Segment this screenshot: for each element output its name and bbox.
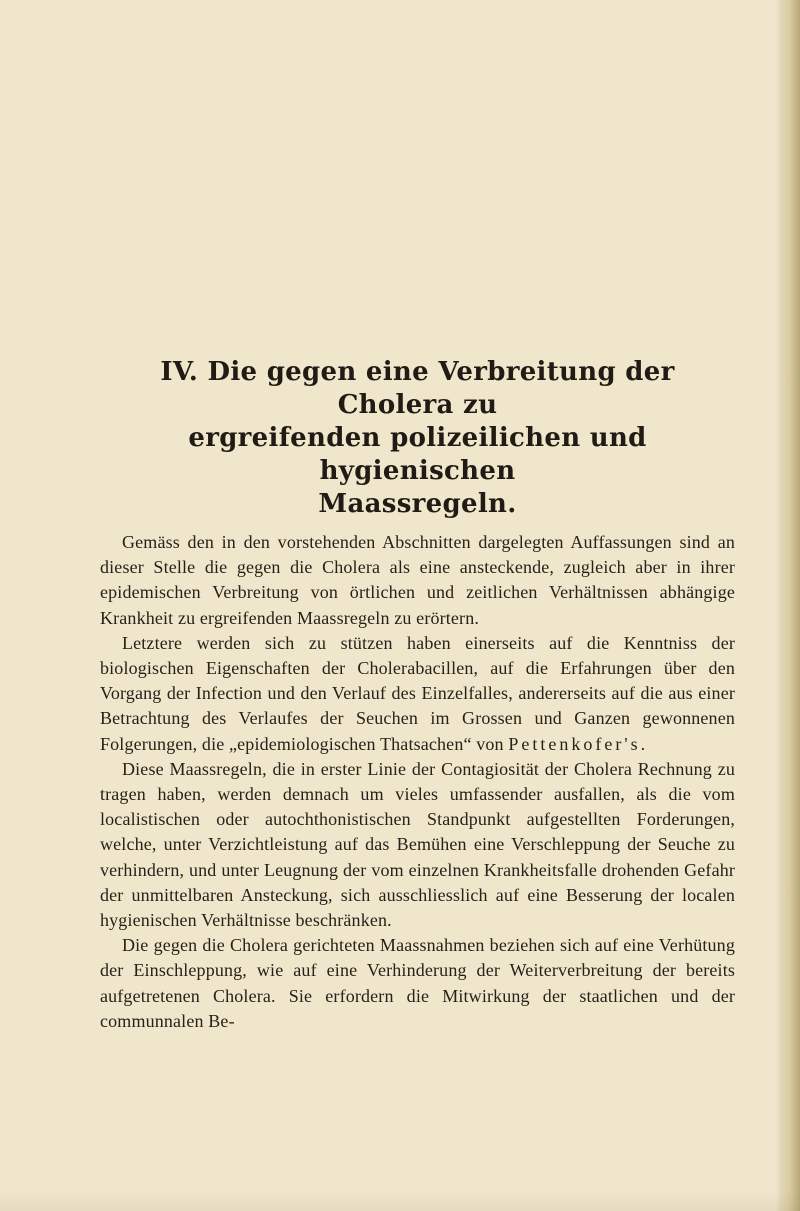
- section-heading: [100, 356, 735, 521]
- paragraph-2-text: Letztere werden sich zu stützen haben einerseits auf die Kenntniss der biologischen Eigenschaften der Cholerabacillen, auf die Erfahrungen über den Vorgang der Infection und den Verlauf des Einzelfalles, andererseits auf die aus einer Betrachtung des Verlaufes der Seuchen im Grossen und Ganzen gewonnenen Folgerungen, die „epidemiologischen Thatsachen“ von: [100, 632, 735, 754]
- paragraph-4: [100, 933, 735, 1034]
- paragraph-3: [100, 757, 735, 933]
- section-heading-line-3: Maassregeln.: [318, 489, 517, 519]
- section-heading-line-1: IV. Die gegen eine Verbreitung der Cholera zu: [160, 357, 675, 420]
- paragraph-2: [100, 631, 735, 757]
- page-body: [100, 356, 735, 1034]
- section-heading-line-2: ergreifenden polizeilichen und hygienischen: [188, 423, 647, 486]
- paragraph-1-text: Gemäss den in den vorstehenden Abschnitten dargelegten Auffassungen sind an dieser Stelle die gegen die Cholera als eine ansteckende, zugleich aber in ihrer epidemischen Verbreitung von örtlichen und zeitlichen Verhältnissen abhängige Krankheit zu ergreifenden Maassregeln zu erörtern.: [100, 532, 735, 628]
- page-edge: [782, 0, 800, 1211]
- page-bottom-shade: [0, 1191, 800, 1211]
- paragraph-3-text: Diese Maassregeln, die in erster Linie der Contagiosität der Cholera Rechnung zu tragen haben, werden demnach um vieles umfassender ausfallen, als die vom localistischen oder autochthonistischen Standpunkt aufgestellten Forderungen, welche, unter Verzichtleistung auf das Bemühen eine Verschleppung der Seuche zu verhindern, und unter Leugnung der vom einzelnen Krankheitsfalle drohenden Gefahr der unmittelbaren Ansteckung, sich ausschliesslich auf eine Besserung der localen hygienischen Verhältnisse beschränken.: [100, 758, 735, 931]
- paragraph-1: [100, 530, 735, 631]
- paragraph-4-text: Die gegen die Cholera gerichteten Maassnahmen beziehen sich auf eine Verhütung der Einschleppung, wie auf eine Verhinderung der Weiterverbreitung der bereits aufgetretenen Cholera. Sie erfordern die Mitwirkung der staatlichen und der communnalen Be-: [100, 935, 735, 1031]
- author-name-spaced: Pettenkofer's.: [508, 733, 649, 754]
